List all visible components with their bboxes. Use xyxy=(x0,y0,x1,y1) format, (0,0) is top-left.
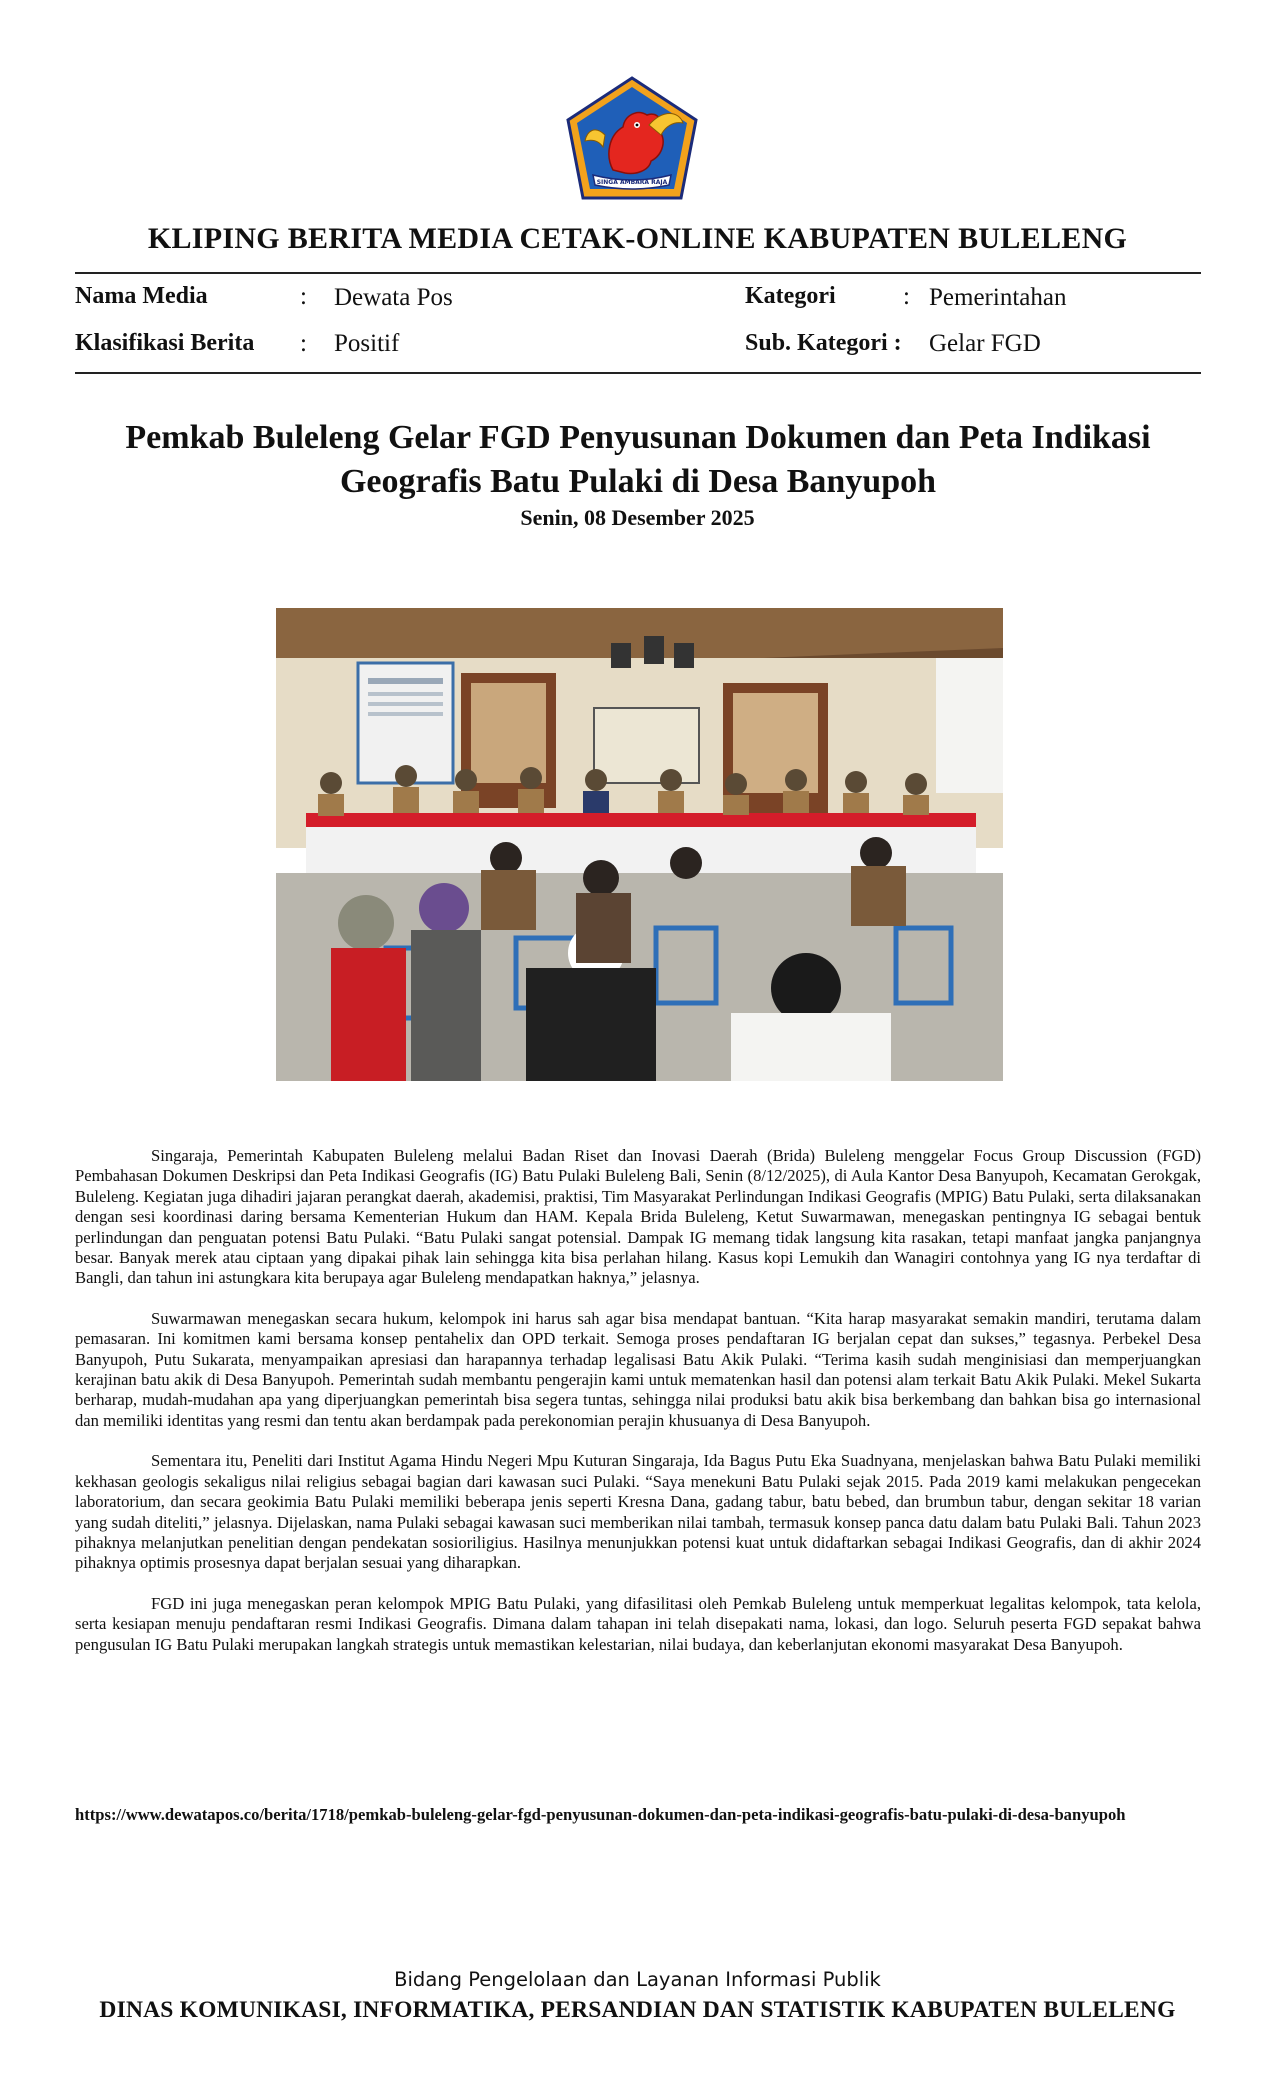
header-bottom-rule xyxy=(75,372,1201,374)
source-url[interactable]: https://www.dewatapos.co/berita/1718/pemkab-buleleng-gelar-fgd-penyusunan-dokumen-dan-peta-indikasi-geografis-batu-pulaki-di-desa-banyupoh xyxy=(75,1805,1126,1824)
article-body xyxy=(75,1146,1201,1675)
klasifikasi-label: Klasifikasi Berita xyxy=(75,330,255,356)
klasifikasi-colon: : xyxy=(300,330,307,357)
footer-subtitle: Bidang Pengelolaan dan Layanan Informasi Publik xyxy=(394,1968,881,1991)
kategori-label: Kategori xyxy=(745,283,836,309)
article-paragraph: FGD ini juga menegaskan peran kelompok MPIG Batu Pulaki, yang difasilitasi oleh Pemkab Buleleng untuk memperkuat legalitas kelompok, tata kelola, serta kesiapan menuju pendaftaran resmi Indikasi Geografis. Dimana dalam tahapan ini telah disepakati nama, lokasi, dan logo. Seluruh peserta FGD sepakat bahwa pengusulan IG Batu Pulaki merupakan langkah strategis untuk memastikan kelestarian, nilai budaya, dan keberlanjutan ekonomi masyarakat Desa Banyupoh. xyxy=(75,1593,1201,1654)
article-date: Senin, 08 Desember 2025 xyxy=(520,505,755,530)
nama-media-label: Nama Media xyxy=(75,283,208,309)
nama-media-colon: : xyxy=(300,283,307,310)
nama-media-value: Dewata Pos xyxy=(334,284,453,311)
logo-motto: SINGA AMBARA RAJA xyxy=(596,179,668,186)
kategori-value: Pemerintahan xyxy=(929,284,1067,311)
article-paragraph: Suwarmawan menegaskan secara hukum, kelompok ini harus sah agar bisa mendapat bantuan. “Kita harap masyarakat semakin mandiri, terutama dalam pemasaran. Ini komitmen kami bersama konsep pentahelix dan OPD terkait. Semoga proses pendaftaran IG berjalan cepat dan sukses,” tegasnya. Perbekel Desa Banyupoh, Putu Sukarata, menyampaikan apresiasi dan harapannya terhadap legalisasi Batu Akik Pulaki. “Terima kasih sudah menginisiasi dan memperjuangkan kerajinan batu akik di Desa Banyupoh. Pemerintah sudah membantu pengerajin kami untuk mematenkan hasil dan potensi alam terkait Batu Akik Pulaki. Mekel Sukarta berharap, mudah-mudahan apa yang diperjuangkan pemerintah bisa segera tuntas, sehingga nilai produksi batu akik bisa berkembang dan bahkan bisa go internasional dan memiliki identitas yang resmi dan tentu akan berdampak pada perekonomian perajin khusuanya di Desa Banyupoh. xyxy=(75,1308,1201,1430)
article-paragraph: Singaraja, Pemerintah Kabupaten Buleleng melalui Badan Riset dan Inovasi Daerah (Brida) Buleleng menggelar Focus Group Discussion (FGD) Pembahasan Dokumen Deskripsi dan Peta Indikasi Geografis (IG) Batu Pulaki Buleleng Bali, Senin (8/12/2025), di Aula Kantor Desa Banyupoh, Kecamatan Gerokgak, Buleleng. Kegiatan juga dihadiri jajaran perangkat daerah, akademisi, praktisi, Tim Masyarakat Perlindungan Indikasi Geografis (MPIG) Batu Pulaki, serta dilaksanakan dengan sesi koordinasi daring bersama Kementerian Hukum dan HAM. Kepala Brida Buleleng, Ketut Suwarmawan, menegaskan pentingnya IG sebagai bentuk perlindungan dan penguatan potensi Batu Pulaki. “Batu Pulaki sangat potensial. Dampak IG memang tidak langsung kita rasakan, tetapi manfaat jangka panjangnya besar. Banyak merek atau ciptaan yang dipakai pihak lain sehingga kita bisa perlahan hilang. Kasus kopi Lemukih dan Wanagiri contohnya yang IG nya terdaftar di Bangli, dan tahun ini astungkara kita berupaya agar Buleleng mendapatkan haknya,” jelasnya. xyxy=(75,1146,1201,1288)
article-photo xyxy=(276,608,1003,1081)
sub-kategori-value: Gelar FGD xyxy=(929,330,1041,357)
footer-title: DINAS KOMUNIKASI, INFORMATIKA, PERSANDIAN DAN STATISTIK KABUPATEN BULELENG xyxy=(99,1997,1176,2023)
article-title-line-2: Geografis Batu Pulaki di Desa Banyupoh xyxy=(339,463,937,500)
header-top-rule xyxy=(75,272,1201,274)
klasifikasi-value: Positif xyxy=(334,330,400,357)
article-paragraph: Sementara itu, Peneliti dari Institut Agama Hindu Negeri Mpu Kuturan Singaraja, Ida Bagus Putu Eka Suadnyana, menjelaskan bahwa Batu Pulaki memiliki kekhasan geologis sekaligus nilai religius sebagai bagian dari kawasan suci Pulaki. “Saya menekuni Batu Pulaki sejak 2015. Pada 2019 kami melakukan pengecekan laboratorium, dan secara geokimia Batu Pulaki memiliki beberapa jenis seperti Kresna Dana, gadang tabur, batu bebed, dan brumbun tabur, dengan sekitar 18 varian yang sudah diteliti,” jelasnya. Dijelaskan, nama Pulaki sebagai kawasan suci memberikan nilai tambah, termasuk konsep panca datu dalam batu Pulaki Bali. Tahun 2023 pihaknya melanjutkan penelitian dengan pendekatan sosioriligius. Hasilnya menunjukkan potensi kuat untuk didaftarkan sebagai Indikasi Geografis, dan di akhir 2024 pihaknya optimis prosesnya dapat berjalan sesuai yang diharapkan. xyxy=(75,1451,1201,1573)
clipping-header-title: KLIPING BERITA MEDIA CETAK-ONLINE KABUPATEN BULELENG xyxy=(147,222,1128,255)
sub-kategori-label: Sub. Kategori : xyxy=(745,330,902,356)
kategori-colon: : xyxy=(903,283,910,310)
article-title-line-1: Pemkab Buleleng Gelar FGD Penyusunan Dokumen dan Peta Indikasi xyxy=(125,419,1151,456)
regency-crest-icon xyxy=(565,75,699,201)
article-title xyxy=(75,416,1201,504)
